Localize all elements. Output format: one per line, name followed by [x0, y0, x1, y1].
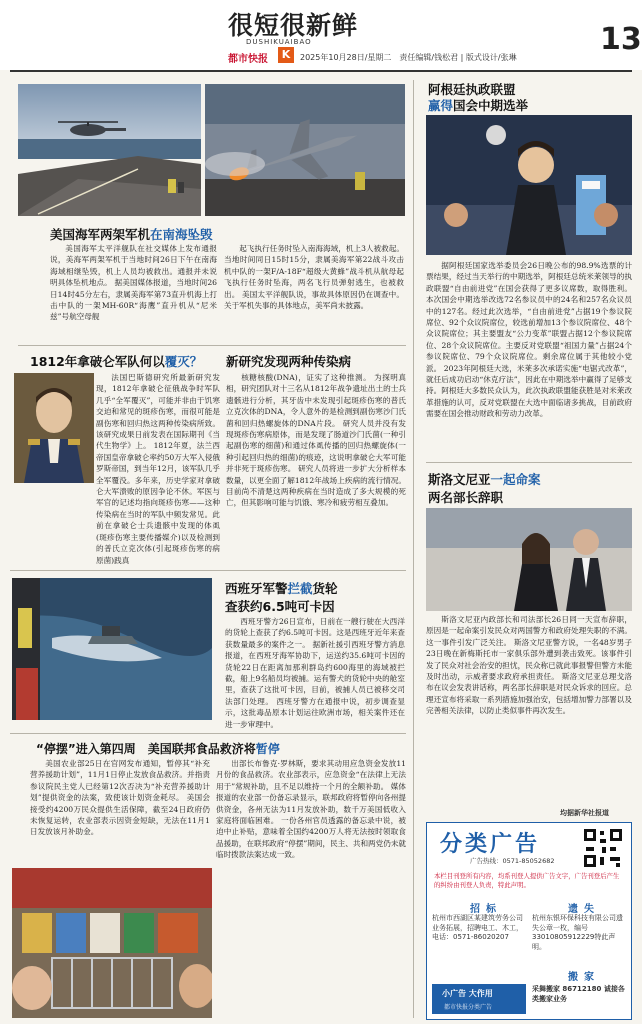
- column-divider: [413, 80, 414, 1018]
- slovenia-body: [426, 614, 632, 806]
- disease-body: [226, 372, 406, 597]
- argentina-headline-post: 国会中期选举: [453, 98, 529, 113]
- grocery-photo: [12, 868, 212, 1018]
- qr-code-icon: [582, 827, 624, 869]
- navy-body-col1: [50, 243, 217, 343]
- ads-notice: 本栏目刊登所有内容，均系刊登人提供广告文字，广告刊登后产生的纠纷由刊登人负责，特此声明。: [434, 872, 620, 889]
- divider-1: [18, 345, 406, 346]
- spain-headline: [225, 579, 338, 597]
- lost-text: 杭州东银环保科技有限公司遗失公章一枚，编号33010805912229特此声明。: [532, 914, 623, 951]
- shopping-cart-image: [12, 868, 212, 1018]
- move-label: 搬家: [568, 972, 600, 983]
- argentina-body: [426, 260, 632, 445]
- ministers-image: [426, 508, 632, 611]
- usda-text-1: 美国农业部25日在官网发布通知，暂停其“补充营养援助计划”，11月1日停止发放食品救济。并指责参议院民主党人已经第12次否决为“补充营养援助计划”提供资金的法案，致使该计划资金耗尽。 美国会接受约4200万民众提供生活保障，截至24日政府仍未恢复运转，农业部表示因资金短缺，无法在11月1日发放该月补助金。: [30, 759, 210, 837]
- argentina-photo: [426, 115, 632, 255]
- divider-3: [10, 733, 406, 734]
- ads-title: 分类广告: [440, 832, 541, 857]
- slovenia-text: 斯洛文尼亚内政部长和司法部长26日同一天宣布辞职，原因是一起命案引发民众对两国警方和政府处理失职的不满。这一事件引发广泛关注。 斯洛文尼亚警方说，一名48岁男子23日晚在新梅斯托市一家俱乐部外遭到袭击致死。该事件引发了民众对社会治安的担忧，民众称已就此事报警但警方未能及时出动，示威者要求政府承担责任。 斯洛文尼亚总理戈洛布在议会发表讲话称，两名部长辞职是对民众诉求的回应。总理还宣布将采取一系列措施加强治安，包括增加警力部署以及完善相关法律，以防止类似事件再次发生。: [426, 615, 632, 716]
- qr-code-image: [582, 827, 624, 869]
- brand-logo-icon: K: [278, 47, 294, 63]
- spain-text: 西班牙警方26日宣布，日前在一艘行驶在大西洋的货轮上查获了约6.5吨可卡因。这是西班牙近年来查获数量最多的案件之一。 据新社援引西班牙警方消息报道，在西班牙海军协助下，运送约35.6吨可卡因的货轮22日在距离加那利群岛约600海里的海域被拦截，船上9名船员均被捕。运有警犬的货轮中央的舱室里，查获了这批可卡因，目前，被捕人员已被移交司法部门处理。 西班牙警方在通报中说，初步调查显示，这批毒品原本计划运往欧洲市场，相关案件还在进一步审理中。: [225, 617, 405, 728]
- usda-text-2: 出部长布鲁克·罗林斯，要求其动用应急资金发放11月份的食品救济。农业部表示，应急资金“在法律上无法用于”常规补助，且不足以维持一个月的全额补助。 媒体报道的农业部一份备忘录显示，联邦政府将暂停向各州提供资金，各州无法为11月发放补助，数千万美国低收入家庭将面临困难。 一份各州官员透露的备忘录中说，被迫中止补贴，意味着全国约4200万人将无法按时领取食品援助，在联邦政府“停摆”期间，民主、共和两党仍未就临时拨款法案达成一致。: [216, 759, 406, 860]
- spain-headline-text: 西班牙军警: [225, 581, 288, 596]
- usda-headline-text: “停摆”进入第四周 美国联邦食品救济将: [36, 742, 256, 756]
- disease-headline: 新研究发现两种传染病: [226, 354, 352, 369]
- spain-headline-post: 货轮: [312, 581, 338, 596]
- slovenia-headline-text: 斯洛文尼亚: [428, 472, 491, 487]
- ads-logo-text: 小广告 大作用: [442, 989, 493, 998]
- spain-headline-line2: 查获约6.5吨可卡因: [225, 599, 335, 614]
- disease-text: 核糖核酸(DNA)，证实了这种推测。 为探明真相，研究团队对十三名从1812年战争遗址出土的士兵遗骸进行分析，其牙齿中未发现引起斑疹伤寒的普氏立克次体的DNA，令人意外的是检测到副伤寒沙门氏菌和回归热螺旋体的DNA片段。 研究人员并没有发现斑疹伤寒病原体，而是发现了肠道沙门氏菌(一种引起副伤寒的细菌)和通过体虱传播的回归热螺旋体(一种引起回归热的细菌)的痕迹，这说明拿破仑大军可能并非死于斑疹伤寒。 研究人员将进一步扩大分析样本数量，以更全面了解1812年战场上疾病的流行情况。目前尚不清楚这两种疾病在当时造成了多大规模的死亡，但其影响可能与饥饿、寒冷和疲劳相互叠加。: [226, 373, 406, 508]
- speedboat-image: [12, 578, 212, 720]
- napoleon-headline-highlight: 覆灭？: [164, 354, 203, 369]
- slovenia-headline-highlight: 一起命案: [490, 472, 541, 487]
- argentina-headline-line2: [428, 96, 528, 114]
- helicopter-photo: [18, 84, 201, 216]
- napoleon-headline: [30, 352, 202, 370]
- divider-4: [426, 462, 632, 463]
- spain-headline-highlight: 拦截: [287, 581, 313, 596]
- argentina-headline-line1: 阿根廷执政联盟: [428, 82, 516, 97]
- argentina-headline-highlight: 赢得: [428, 98, 454, 113]
- napoleon-text: 法国巴斯德研究所最新研究发现，1812年拿破仑征俄战争时军队几乎“全军覆灭”，可能并非由于饥寒交迫和常见的斑疹伤寒，而很可能是副伤寒和回归热这两种传染病所致。该研究成果日前发表在国际期刊《当代生物学》上。 1812年夏，法兰西帝国皇帝拿破仑率约50万大军入侵俄罗斯帝国，到当年12月，该军队几乎全军覆没。多年来，历史学家对拿破仑大军溃败的原因争论不休。军医与军官的记述均指向斑疹伤寒——这种传染病在当时的军队中频发常见。此前在拿破仑士兵遗骸中发现的体虱(斑疹伤寒主要传播媒介)以及检测到的普氏立克次体(引起斑疹伤寒的病原菌)践真: [96, 373, 220, 565]
- recruit-text: 杭州市西湖区某建筑劳务公司业务拓展，招聘电工、木工，电话：0571-86020207: [432, 914, 523, 941]
- page-number: 13: [600, 22, 642, 57]
- fighter-jet-image: [205, 84, 405, 216]
- napoleon-headline-text: 1812年拿破仑军队何以: [30, 354, 165, 369]
- newspaper-brand: 都市快报: [228, 54, 268, 65]
- navy-headline-text: 美国海军两架军机: [50, 227, 151, 242]
- header-rule: [10, 70, 632, 72]
- usda-headline: [36, 740, 280, 757]
- napoleon-body: [50, 372, 220, 597]
- issue-info: 2025年10月28日/星期二 责任编辑/钱松君 | 版式设计/张琳: [300, 53, 517, 62]
- slovenia-photo: [426, 508, 632, 611]
- newspaper-pinyin: DUSHIKUAIBAO: [246, 38, 312, 46]
- usda-body-col1: [30, 758, 210, 868]
- boat-photo: [12, 578, 212, 720]
- rally-image: [426, 115, 632, 255]
- newspaper-section-title: 很短很新鲜: [228, 11, 359, 40]
- helicopter-image: [18, 84, 201, 216]
- lost-label: 遗失: [568, 904, 600, 915]
- argentina-text: 据阿根廷国家选举委员会26日晚公布的98.9%选票的计票结果，经过当天举行的中期选举，阿根廷总统米莱领导的执政联盟“自由前进党”在国会获得了更多议席数，取得胜利。 本次国会中期选举改选72名参议员中的24名和257名众议员中的127名。经过此次选举，“自由前进党”占据19个参议院席位、92个众议院席位，较选前增加13个参议院席位、48个众议院席位；其主要盟友“公力变革”联盟占据12个参议院席位、28个众议院席位。主要反对党联盟“祖国力量”占据24个参议院席位、79个众议院席位。剩余席位属于其他较小党派。 2023年阿根廷大选，米莱多次承诺实施“电锯式改革”，就任后成功启动“休克疗法”，因此在中期选举中赢得了足够支持。阿根廷大多数民众认为，此次执政联盟能获胜是对米莱改革措施的认可，反对党联盟在大选中面临诸多挑战，目前政府需要在国会推动财政和劳动力改革。: [426, 261, 632, 419]
- slovenia-headline-line1: [428, 470, 541, 488]
- divider-2: [10, 570, 406, 571]
- slovenia-headline-line2: 两名部长辞职: [428, 490, 504, 505]
- usda-headline-highlight: 暂停: [255, 742, 280, 756]
- navy-text-2: 起飞执行任务时坠入南海海域，机上3人被救起。 当地时间同日15时15分，隶属美海军第22战斗攻击机中队的一架F/A-18F“超级大黄蜂”战斗机从航母起飞执行任务时坠海，两名飞行员弹射逃生，也被救出。 美国太平洋舰队说，事故具体原因仍在调查中。关于军机失事的具体地点，美军尚未披露。: [224, 244, 404, 311]
- jet-photo: [205, 84, 405, 216]
- usda-body-col2: [216, 758, 406, 1020]
- move-text: 采舞搬家 86712180 诚接各类搬家业务: [532, 985, 625, 1003]
- navy-text-1: 美国海军太平洋舰队在社交媒体上发布通报说，美海军两架军机于当地时间26日下午在南海海域相继坠毁，机上人员均被救出。通报并未说明具体坠机地点。 据美国媒体报道，当地时间26日14时45分左右，隶属美海军第73直升机海上打击中队的一架MH-60R“海鹰”直升机从“尼米兹”号航空母舰: [50, 244, 217, 322]
- ads-logo-subtext: 都市快报分类广告: [444, 1004, 493, 1011]
- navy-headline-highlight: 在南海坠毁: [150, 227, 213, 242]
- navy-body-col2: [224, 243, 404, 343]
- spain-body: [225, 616, 405, 728]
- ads-hotline: 广告热线：0571-85052682: [470, 857, 555, 865]
- navy-headline: [50, 225, 213, 243]
- recruit-label: 招标: [470, 904, 502, 915]
- news-source: 均据新华社报道: [560, 809, 609, 817]
